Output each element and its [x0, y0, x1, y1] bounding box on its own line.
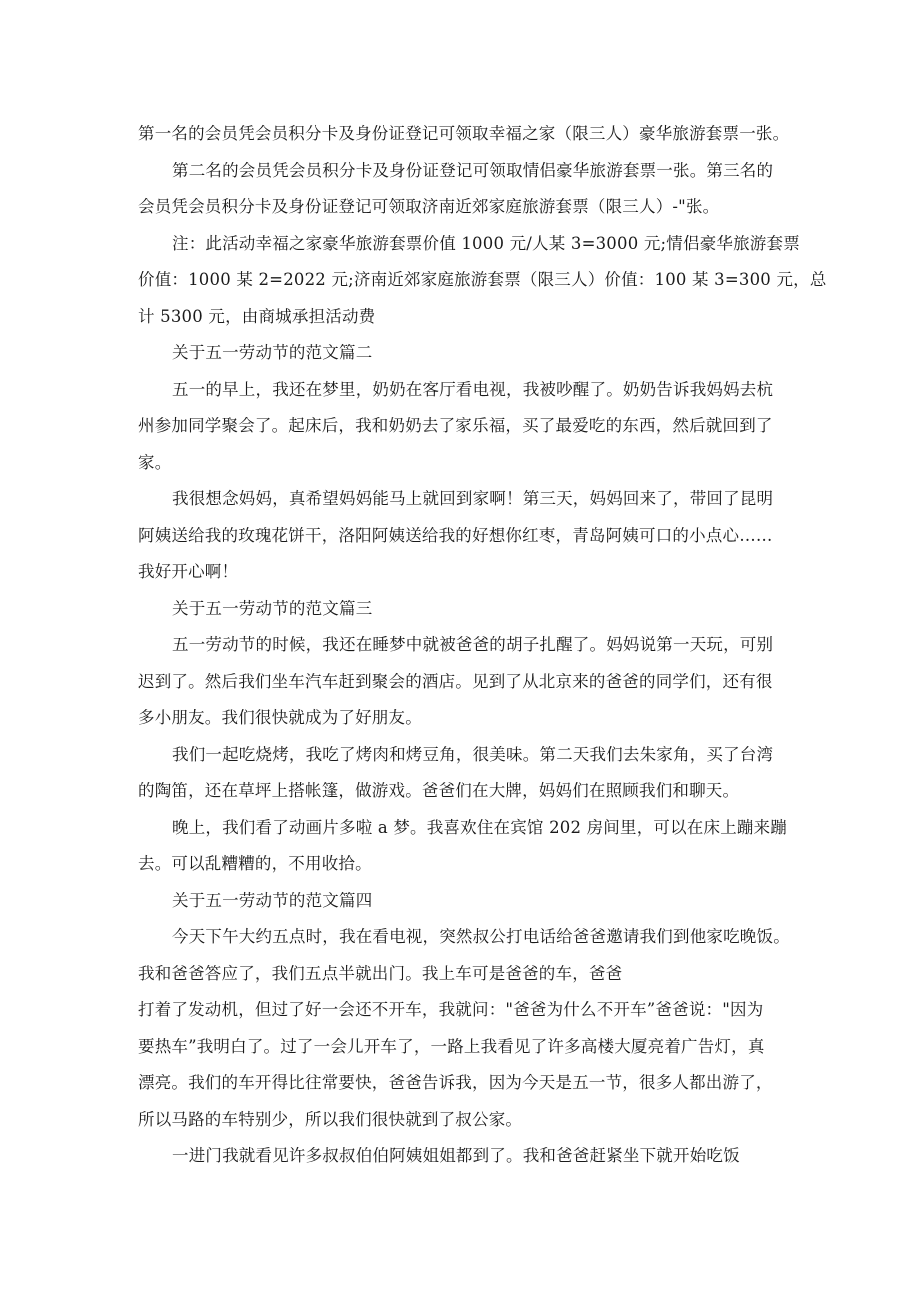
text-line: 所以马路的车特别少，所以我们很快就到了叔公家。 — [138, 1109, 523, 1129]
text-line: 我和爸爸答应了，我们五点半就出门。我上车可是爸爸的车，爸爸 — [138, 963, 623, 983]
text-line: 我们一起吃烧烤，我吃了烤肉和烤豆角，很美味。第二天我们去朱家角，买了台湾 — [172, 744, 774, 764]
text-line: 迟到了。然后我们坐车汽车赶到聚会的酒店。见到了从北京来的爸爸的同学们，还有很 — [138, 671, 773, 691]
text-line: 五一劳动节的时候，我还在睡梦中就被爸爸的胡子扎醒了。妈妈说第一天玩，可别 — [172, 635, 774, 654]
text-line: 阿姨送给我的玫瑰花饼干，洛阳阿姨送给我的好想你红枣，青岛阿姨可口的小点心…… — [138, 525, 773, 545]
section-heading: 关于五一劳动节的范文篇二 — [172, 343, 373, 362]
text-line: 价值：1000 某 2=2022 元;济南近郊家庭旅游套票（限三人）价值：100 某 3=300 元，总 — [138, 270, 827, 289]
text-line: 漂亮。我们的车开得比往常要快，爸爸告诉我，因为今天是五一节，很多人都出游了， — [138, 1073, 773, 1092]
text-line: 多小朋友。我们很快就成为了好朋友。 — [138, 708, 422, 727]
text-line: 晚上，我们看了动画片多啦 a 梦。我喜欢住在宾馆 202 房间里，可以在床上蹦来蹦 — [172, 817, 788, 837]
text-line: 要热车”我明白了。过了一会儿开车了，一路上我看见了许多高楼大厦亮着广告灯，真 — [138, 1036, 765, 1056]
text-line: 我很想念妈妈，真希望妈妈能马上就回到家啊！第三天，妈妈回来了，带回了昆明 — [172, 489, 774, 508]
text-line: 五一的早上，我还在梦里，奶奶在客厅看电视，我被吵醒了。奶奶告诉我妈妈去杭 — [172, 379, 774, 399]
text-line: 会员凭会员积分卡及身份证登记可领取济南近郊家庭旅游套票（限三人）-"张。 — [138, 197, 720, 216]
text-line: 注：此活动幸福之家豪华旅游套票价值 1000 元/人某 3=3000 元;情侣豪华旅游套票 — [172, 233, 800, 253]
text-line: 今天下午大约五点时，我在看电视，突然叔公打电话给爸爸邀请我们到他家吃晚饭。 — [172, 927, 790, 946]
text-line: 去。可以乱糟糟的，不用收拾。 — [138, 854, 372, 873]
text-line: 州参加同学聚会了。起床后，我和奶奶去了家乐福，买了最爱吃的东西，然后就回到了 — [138, 416, 773, 435]
text-line: 家。 — [138, 452, 172, 472]
text-line: 第一名的会员凭会员积分卡及身份证登记可领取幸福之家（限三人）豪华旅游套票一张。 — [138, 124, 790, 143]
text-line: 第二名的会员凭会员积分卡及身份证登记可领取情侣豪华旅游套票一张。第三名的 — [172, 160, 774, 180]
document-page — [138, 116, 827, 1175]
section-heading: 关于五一劳动节的范文篇四 — [172, 890, 373, 910]
text-line: 的陶笛，还在草坪上搭帐篷，做游戏。爸爸们在大牌，妈妈们在照顾我们和聊天。 — [138, 781, 740, 800]
section-heading: 关于五一劳动节的范文篇三 — [172, 598, 373, 618]
text-line: 计 5300 元，由商城承担活动费 — [138, 306, 376, 326]
text-line: 打着了发动机，但过了好一会还不开车，我就问："爸爸为什么不开车”爸爸说："因为 — [138, 1000, 764, 1019]
text-line: 我好开心啊！ — [138, 562, 239, 581]
text-line: 一进门我就看见许多叔叔伯伯阿姨姐姐都到了。我和爸爸赶紧坐下就开始吃饭 — [172, 1146, 740, 1165]
